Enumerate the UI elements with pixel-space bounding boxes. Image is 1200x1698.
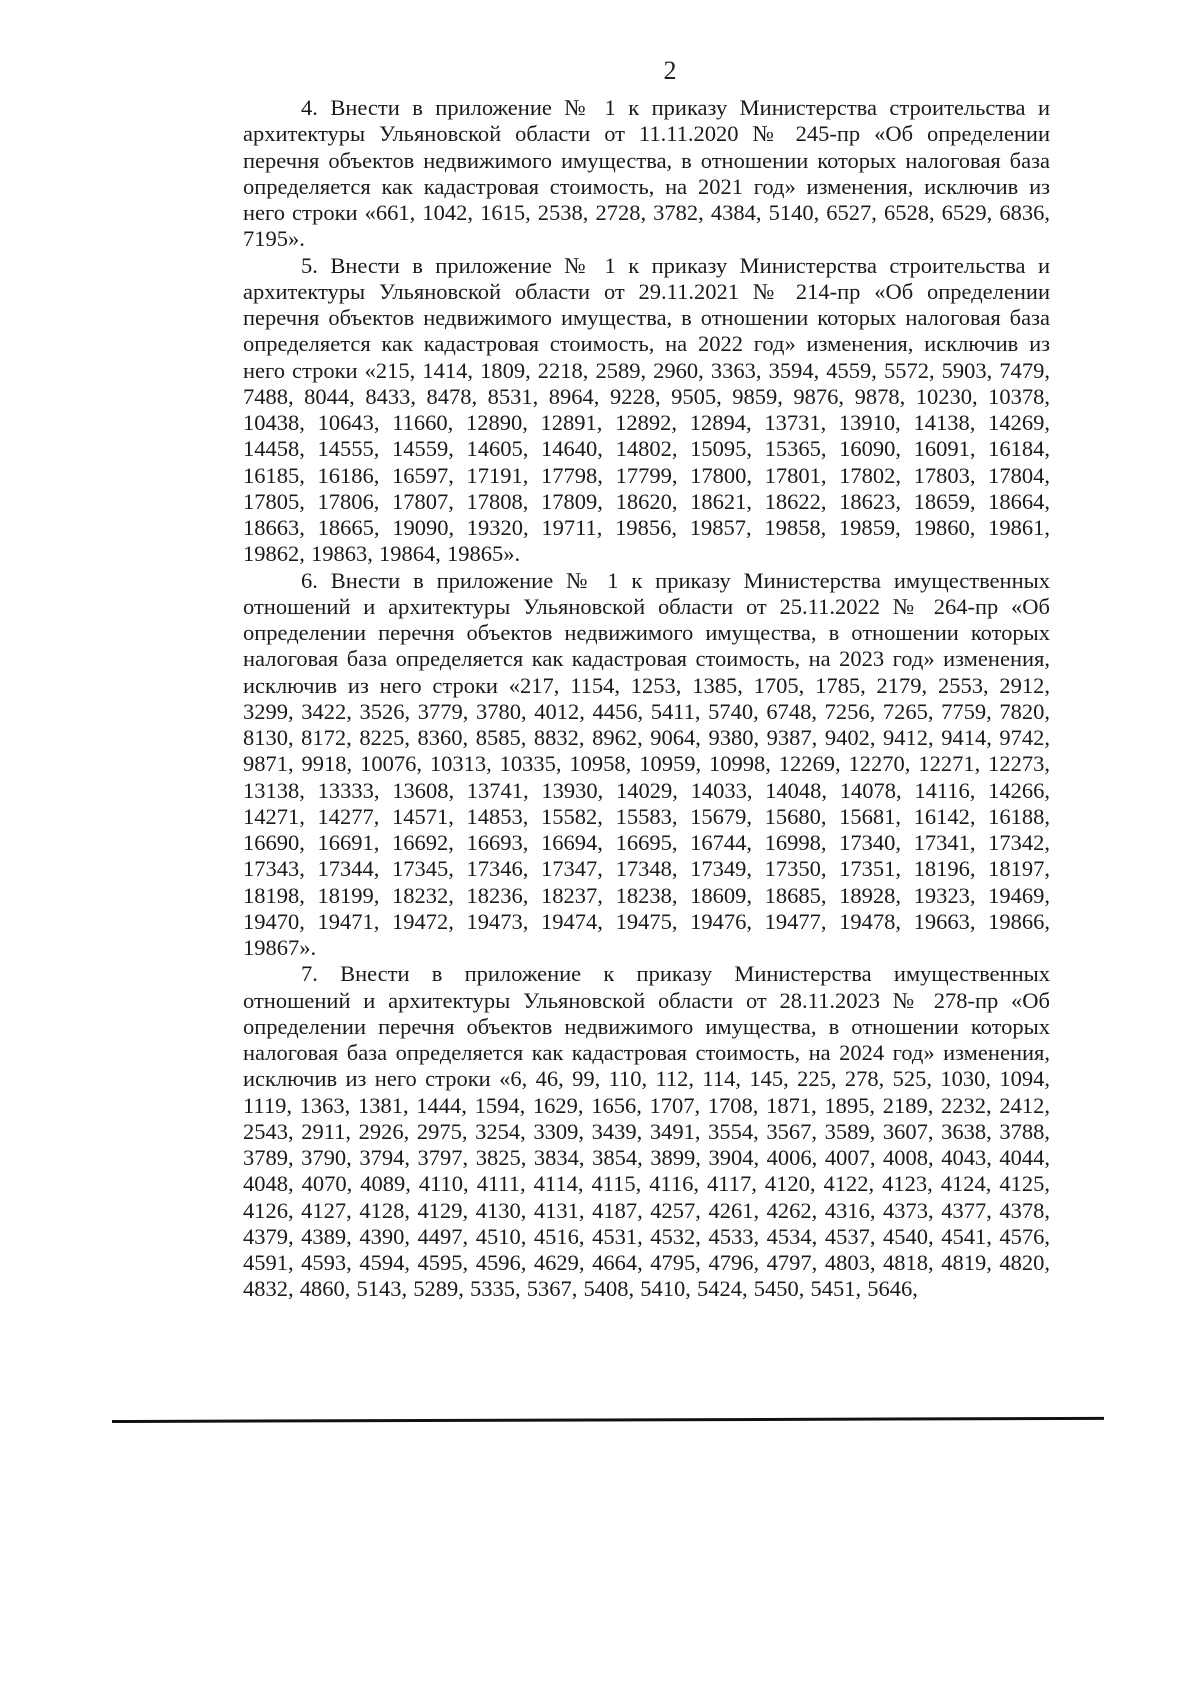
footer-divider [112, 1417, 1104, 1423]
paragraph-item-4: 4. Внести в приложение № 1 к приказу Министерства строительства и архитектуры Ульяновской области от 11.11.2020 № 245-пр «Об определении перечня объектов недвижимого имущества, в отношении которых налоговая база определяется как кадастровая стоимость, на 2021 год» изменения, исключив из него строки «661, 1042, 1615, 2538, 2728, 3782, 4384, 5140, 6527, 6528, 6529, 6836, 7195». [243, 95, 1050, 252]
paragraph-item-6: 6. Внести в приложение № 1 к приказу Министерства имущественных отношений и архитектуры Ульяновской области от 25.11.2022 № 264-пр «Об определении перечня объектов недвижимого имущества, в отношении которых налоговая база определяется как кадастровая стоимость, на 2023 год» изменения, исключив из него строки «217, 1154, 1253, 1385, 1705, 1785, 2179, 2553, 2912, 3299, 3422, 3526, 3779, 3780, 4012, 4456, 5411, 5740, 6748, 7256, 7265, 7759, 7820, 8130, 8172, 8225, 8360, 8585, 8832, 8962, 9064, 9380, 9387, 9402, 9412, 9414, 9742, 9871, 9918, 10076, 10313, 10335, 10958, 10959, 10998, 12269, 12270, 12271, 12273, 13138, 13333, 13608, 13741, 13930, 14029, 14033, 14048, 14078, 14116, 14266, 14271, 14277, 14571, 14853, 15582, 15583, 15679, 15680, 15681, 16142, 16188, 16690, 16691, 16692, 16693, 16694, 16695, 16744, 16998, 17340, 17341, 17342, 17343, 17344, 17345, 17346, 17347, 17348, 17349, 17350, 17351, 18196, 18197, 18198, 18199, 18232, 18236, 18237, 18238, 18609, 18685, 18928, 19323, 19469, 19470, 19471, 19472, 19473, 19474, 19475, 19476, 19477, 19478, 19663, 19866, 19867». [243, 567, 1050, 960]
document-body [243, 95, 1050, 1303]
page-number: 2 [663, 56, 677, 85]
paragraph-item-5: 5. Внести в приложение № 1 к приказу Министерства строительства и архитектуры Ульяновской области от 29.11.2021 № 214-пр «Об определении перечня объектов недвижимого имущества, в отношении которых налоговая база определяется как кадастровая стоимость, на 2022 год» изменения, исключив из него строки «215, 1414, 1809, 2218, 2589, 2960, 3363, 3594, 4559, 5572, 5903, 7479, 7488, 8044, 8433, 8478, 8531, 8964, 9228, 9505, 9859, 9876, 9878, 10230, 10378, 10438, 10643, 11660, 12890, 12891, 12892, 12894, 13731, 13910, 14138, 14269, 14458, 14555, 14559, 14605, 14640, 14802, 15095, 15365, 16090, 16091, 16184, 16185, 16186, 16597, 17191, 17798, 17799, 17800, 17801, 17802, 17803, 17804, 17805, 17806, 17807, 17808, 17809, 18620, 18621, 18622, 18623, 18659, 18664, 18663, 18665, 19090, 19320, 19711, 19856, 19857, 19858, 19859, 19860, 19861, 19862, 19863, 19864, 19865». [243, 252, 1050, 567]
paragraph-item-7: 7. Внести в приложение к приказу Министерства имущественных отношений и архитектуры Ульяновской области от 28.11.2023 № 278-пр «Об определении перечня объектов недвижимого имущества, в отношении которых налоговая база определяется как кадастровая стоимость, на 2024 год» изменения, исключив из него строки «6, 46, 99, 110, 112, 114, 145, 225, 278, 525, 1030, 1094, 1119, 1363, 1381, 1444, 1594, 1629, 1656, 1707, 1708, 1871, 1895, 2189, 2232, 2412, 2543, 2911, 2926, 2975, 3254, 3309, 3439, 3491, 3554, 3567, 3589, 3607, 3638, 3788, 3789, 3790, 3794, 3797, 3825, 3834, 3854, 3899, 3904, 4006, 4007, 4008, 4043, 4044, 4048, 4070, 4089, 4110, 4111, 4114, 4115, 4116, 4117, 4120, 4122, 4123, 4124, 4125, 4126, 4127, 4128, 4129, 4130, 4131, 4187, 4257, 4261, 4262, 4316, 4373, 4377, 4378, 4379, 4389, 4390, 4497, 4510, 4516, 4531, 4532, 4533, 4534, 4537, 4540, 4541, 4576, 4591, 4593, 4594, 4595, 4596, 4629, 4664, 4795, 4796, 4797, 4803, 4818, 4819, 4820, 4832, 4860, 5143, 5289, 5335, 5367, 5408, 5410, 5424, 5450, 5451, 5646, [243, 961, 1050, 1302]
